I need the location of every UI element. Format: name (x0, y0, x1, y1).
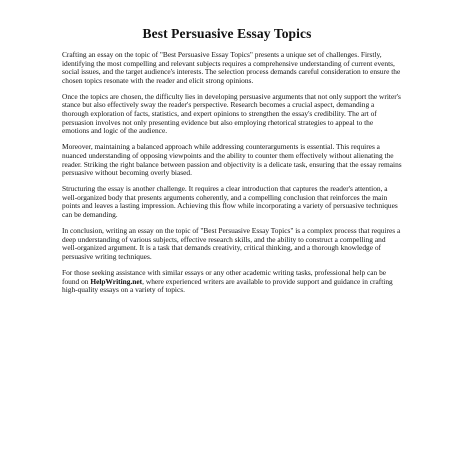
closing-text-before-link: For those seeking assistance with similar essays or any other academic writing tasks, professional help can be found on (62, 267, 387, 286)
helpwriting-link[interactable]: HelpWriting.net (90, 276, 143, 286)
paragraph-structure: Structuring the essay is another challenge. It requires a clear introduction that captures the reader's attention, a well-organized body that presents arguments coherently, and a compelling conclusion that reinforces the main points and leaves a lasting impression. Achieving this flow while incorporating a variety of persuasive techniques can be demanding. (62, 184, 398, 219)
document-page (62, 26, 402, 302)
paragraph-intro: Crafting an essay on the topic of "Best Persuasive Essay Topics" presents a unique set of challenges. Firstly, identifying the most compelling and relevant subjects requires a comprehensive understanding of current events, social issues, and the target audience's interests. The selection process demands careful consideration to ensure the chosen topics resonate with the reader and elicit strong opinions. (62, 50, 401, 85)
paragraph-conclusion: In conclusion, writing an essay on the topic of "Best Persuasive Essay Topics" is a complex process that requires a deep understanding of various subjects, effective research skills, and the ability to construct a compelling and well-organized argument. It is a task that demands creativity, critical thinking, and a thorough knowledge of persuasive writing techniques. (62, 226, 401, 261)
paragraph-arguments: Once the topics are chosen, the difficulty lies in developing persuasive arguments that not only support the writer's stance but also effectively sway the reader's perspective. Research becomes a crucial aspect, demanding a thorough exploration of facts, statistics, and expert opinions to strengthen the essay's credibility. The art of persuasion involves not only presenting evidence but also employing rhetorical strategies to appeal to the emotions and logic of the audience. (62, 91, 401, 136)
closing-text-after-link: , where experienced writers are available to provide support and guidance in crafting high-quality essays on a variety of topics. (62, 276, 393, 295)
paragraph-closing (62, 269, 402, 295)
paragraph-counterarguments: Moreover, maintaining a balanced approach while addressing counterarguments is essential. This requires a nuanced understanding of opposing viewpoints and the ability to counter them effectively without alienating the reader. Striking the right balance between passion and objectivity is a delicate task, ensuring that the essay remains persuasive without becoming overly biased. (62, 142, 402, 178)
document-title: Best Persuasive Essay Topics (142, 26, 312, 41)
